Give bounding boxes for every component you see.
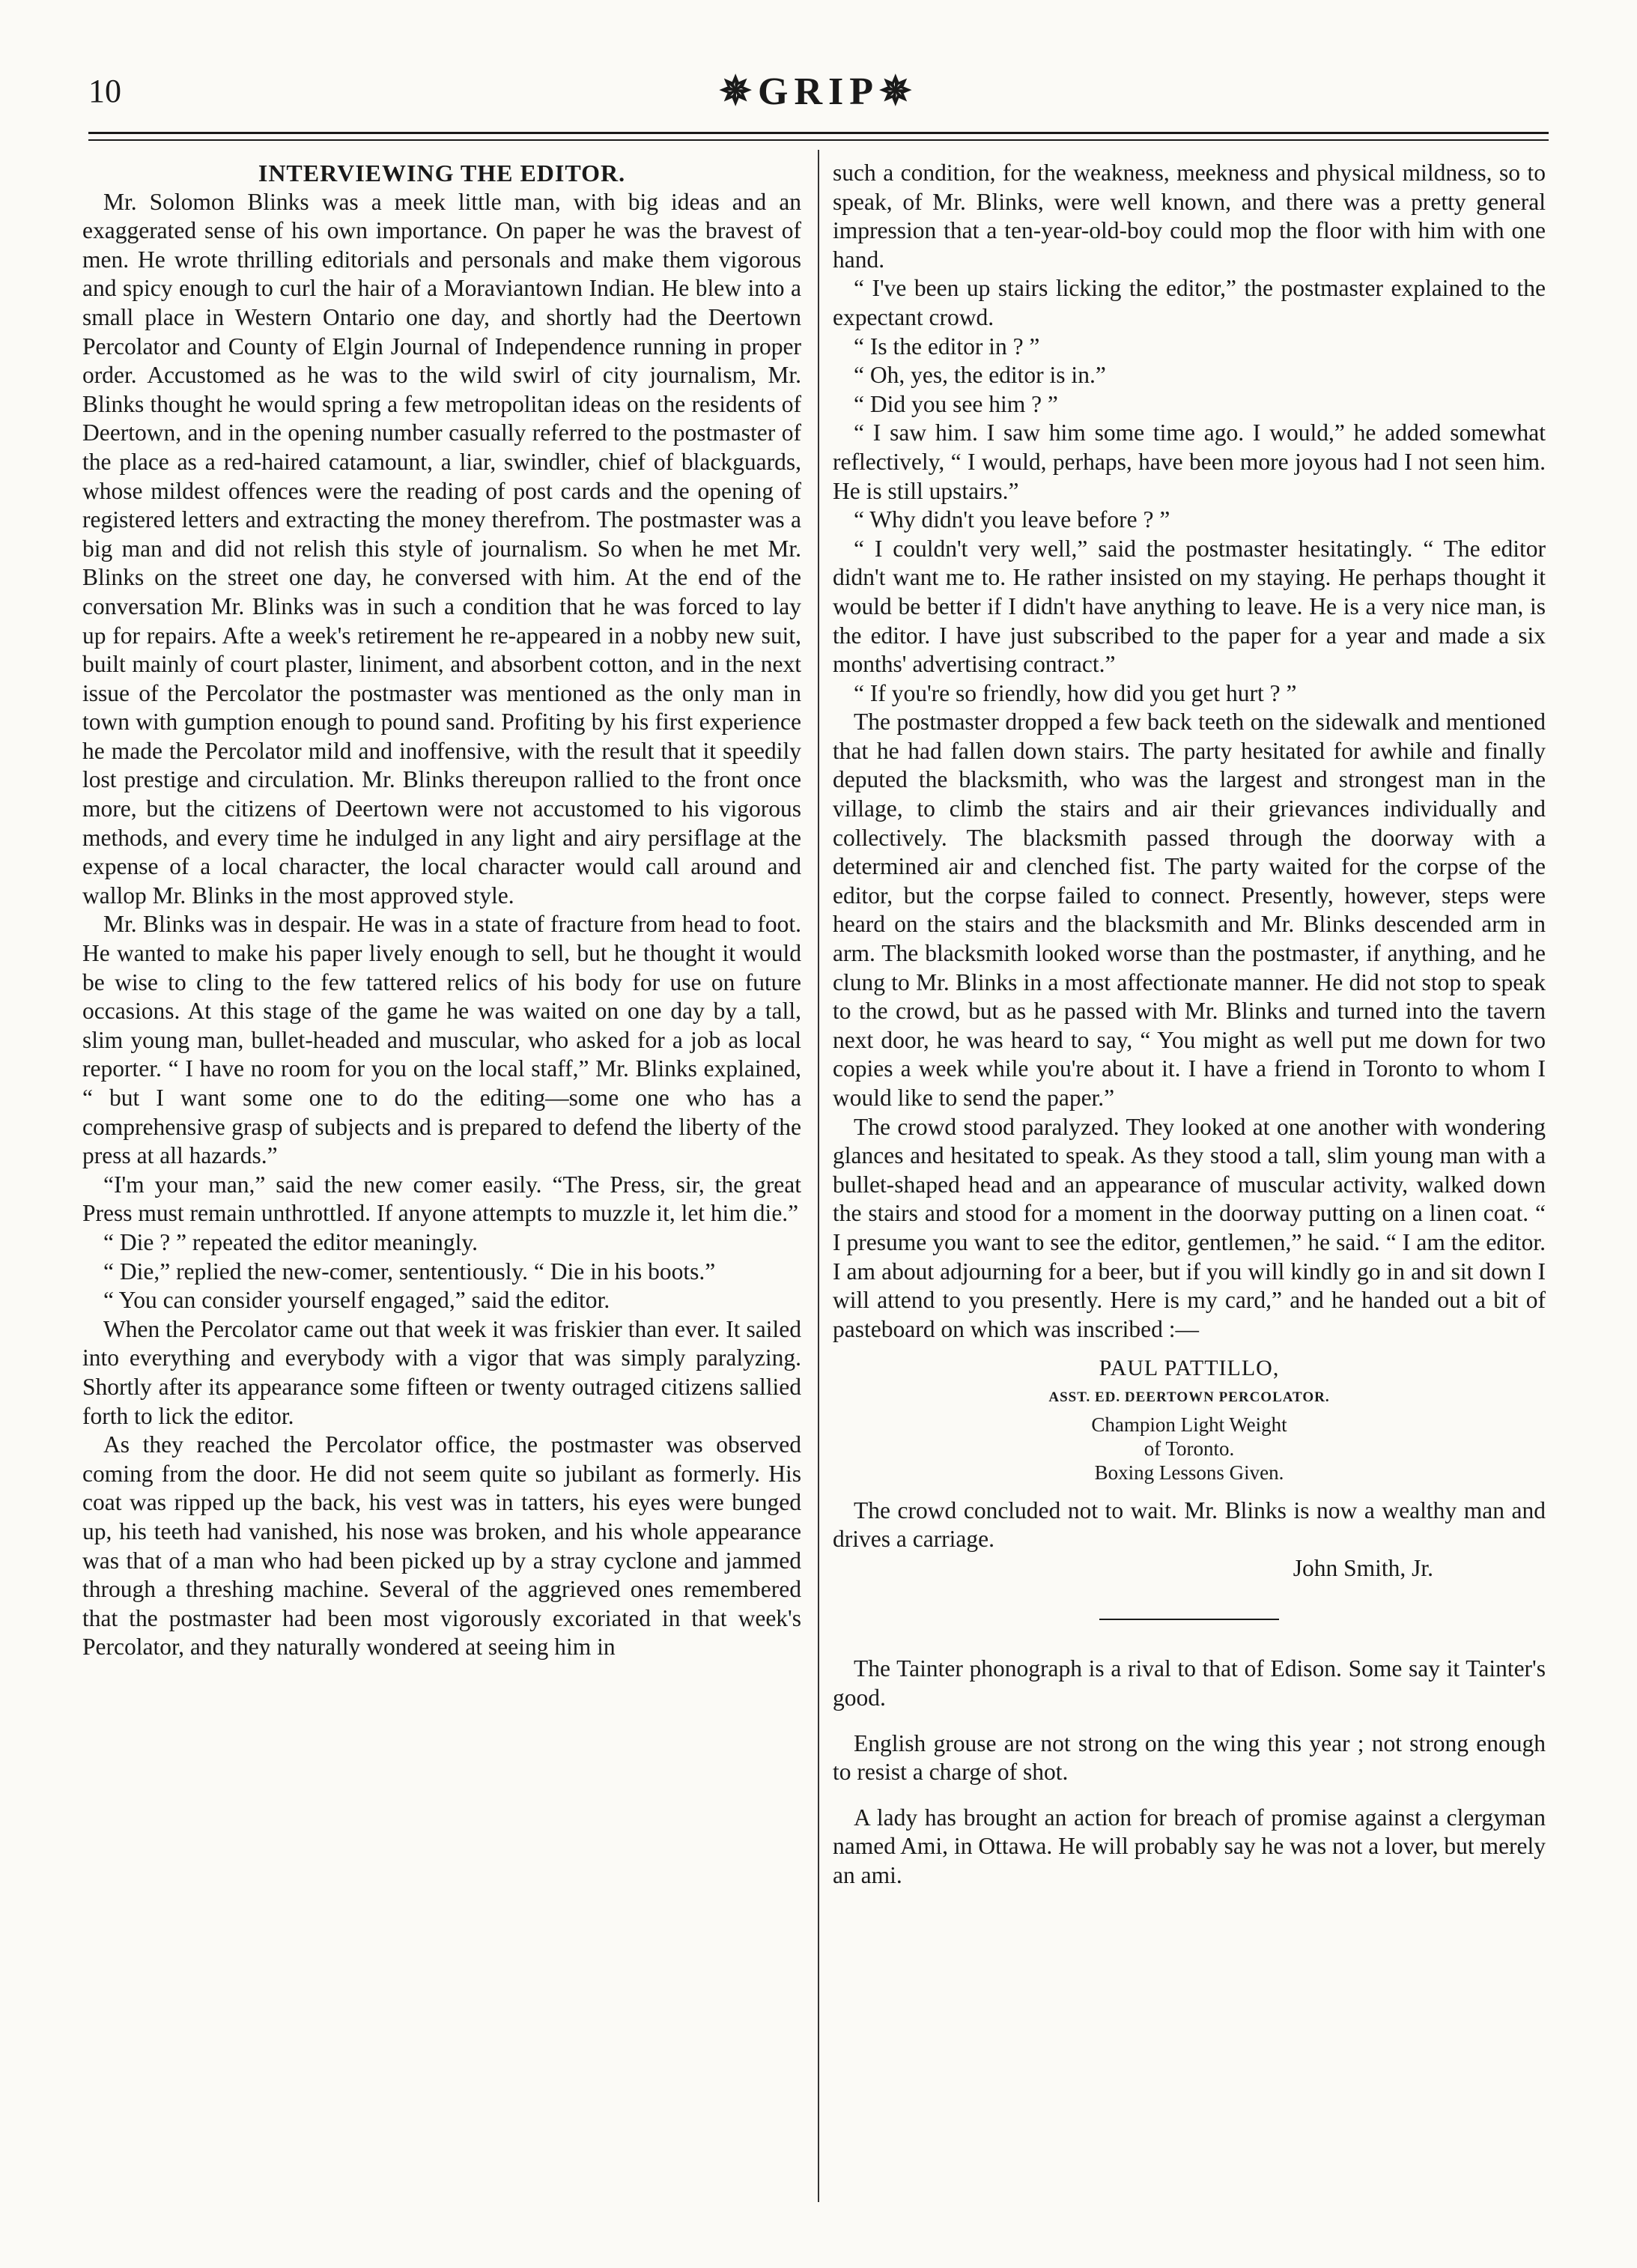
article-paragraph: As they reached the Percolator office, the postmaster was observed coming from the door. He did not seem quite so jubilant as formerly. His coat was ripped up the back, his vest was in tatters, his eyes were bunged up, his teeth had vanished, his nose was broken, and his whole appearance was that of a man who had been picked up by a stray cyclone and jammed through a threshing machine. Several of the aggrieved ones remembered that the postmaster had been most vigorously excoriated in that week's Percolator, and they naturally wondered at seeing him in [82, 1431, 801, 1661]
page-number: 10 [88, 73, 121, 109]
article-paragraph: “I'm your man,” said the new comer easily. “The Press, sir, the great Press must remain unthrottled. If anyone attempts to muzzle it, let him die.” [82, 1171, 801, 1227]
column-divider [818, 150, 819, 2202]
brief-item: The Tainter phonograph is a rival to that of Edison. Some say it Tainter's good. [833, 1655, 1546, 1711]
article-signature: John Smith, Jr. [1293, 1554, 1433, 1581]
card-title: ASST. ED. DEERTOWN PERCOLATOR. [1048, 1389, 1330, 1405]
column-right [833, 159, 1546, 1890]
article-closing: The crowd concluded not to wait. Mr. Blinks is now a wealthy man and drives a carriage. [833, 1497, 1546, 1553]
header-rule-thin [88, 139, 1549, 141]
article-paragraph: The crowd stood paralyzed. They looked at one another with wondering glances and hesitated to speak. As they stood a tall, slim young man with a bullet-shaped head and an appearance of muscular activity, walked down the stairs and stood for a moment in the doorway putting on a linen coat. “ I presume you want to see the editor, gentlemen,” he said. “ I am the editor. I am about adjourning for a beer, but if you will kindly go in and sit down I will attend to you presently. Here is my card,” and he handed out a bit of pasteboard on which was inscribed :— [833, 1113, 1546, 1342]
article-paragraph: “ I saw him. I saw him some time ago. I would,” he added somewhat reflectively, “ I would, perhaps, have been more joyous had I not seen him. He is still upstairs.” [833, 419, 1546, 504]
article-paragraph: “ Is the editor in ? ” [854, 333, 1040, 360]
card-line: of Toronto. [1144, 1437, 1235, 1460]
business-card [833, 1354, 1546, 1484]
masthead-title: ✵GRIP✵ [719, 70, 918, 113]
article-paragraph: “ Oh, yes, the editor is in.” [854, 362, 1106, 389]
article-paragraph: “ I've been up stairs licking the editor,” the postmaster explained to the expectant crowd. [833, 275, 1546, 330]
article-paragraph: “ I couldn't very well,” said the postmaster hesitatingly. “ The editor didn't want me to. He rather insisted on my staying. He perhaps thought it would be better if I didn't have anything to leave. He is a very nice man, is the editor. I have just subscribed to the paper for a year and made a six months' advertising contract.” [833, 535, 1546, 678]
article-paragraph: When the Percolator came out that week it was friskier than ever. It sailed into everything and everybody with a vigor that was simply paralyzing. Shortly after its appearance some fifteen or twenty outraged citizens sallied forth to lick the editor. [82, 1315, 801, 1429]
card-name: PAUL PATTILLO, [1099, 1356, 1280, 1381]
brief-item: English grouse are not strong on the wing this year ; not strong enough to resist a charge of shot. [833, 1729, 1546, 1786]
header-rule [88, 132, 1549, 134]
article-paragraph: “ If you're so friendly, how did you get hurt ? ” [854, 679, 1297, 706]
card-line: Champion Light Weight [1091, 1413, 1287, 1436]
article-paragraph: “ Did you see him ? ” [854, 390, 1058, 417]
article-paragraph: “ Die ? ” repeated the editor meaningly. [103, 1228, 478, 1255]
article-paragraph: “ Why didn't you leave before ? ” [854, 506, 1170, 533]
article-paragraph: such a condition, for the weakness, meekness and physical mildness, so to speak, of Mr. Blinks, were well known, and there was a pretty general impression that a ten-year-old-boy could mop the floor with him with one hand. [833, 160, 1546, 273]
article-paragraph: “ Die,” replied the new-comer, sententiously. “ Die in his boots.” [103, 1258, 716, 1285]
article-paragraph: The postmaster dropped a few back teeth on the sidewalk and mentioned that he had fallen down stairs. The party hesitated for awhile and finally deputed the blacksmith, who was the largest and strongest man in the village, to climb the stairs and air their grievances individually and collectively. The blacksmith passed through the doorway with a determined air and clenched fist. The party waited for the corpse of the editor, but the corpse failed to connect. Presently, however, steps were heard on the stairs and the blacksmith and Mr. Blinks descended arm in arm. The blacksmith looked worse than the postmaster, if anything, and he clung to Mr. Blinks in a most affectionate manner. He did not stop to speak to the crowd, but as he passed with Mr. Blinks and turned into the tavern next door, he was heard to say, “ You might as well put me down for two copies a week while you're about it. I have a friend in Toronto to whom I would like to send the paper.” [833, 709, 1546, 1111]
section-rule [1099, 1619, 1279, 1620]
column-left [82, 159, 801, 1662]
article-paragraph: Mr. Solomon Blinks was a meek little man, with big ideas and an exaggerated sense of his own importance. On paper he was the bravest of men. He wrote thrilling editorials and personals and make them vigorous and spicy enough to curl the hair of a Moraviantown Indian. He blew into a small place in Western Ontario one day, and shortly had the Deertown Percolator and County of Elgin Journal of Independence running in proper order. Accustomed as he was to the wild swirl of city journalism, Mr. Blinks thought he would spring a few metropolitan ideas on the residents of Deertown, and in the opening number casually referred to the postmaster of the place as a red-haired catamount, a liar, swindler, chief of blackguards, whose mildest offences were the reading of post cards and the opening of registered letters and extracting the money therefrom. The postmaster was a big man and did not relish this style of journalism. So when he met Mr. Blinks on the street one day, he conversed with him. At the end of the conversation Mr. Blinks was in such a condition that he was forced to lay up for repairs. Afte a week's retirement he re-appeared in a nobby new suit, built mainly of court plaster, liniment, and absorbent cotton, and in the next issue of the Percolator the postmaster was mentioned as the only man in town with gumption enough to pound sand. Profiting by his first experience he made the Percolator mild and inoffensive, with the result that it speedily lost prestige and circulation. Mr. Blinks thereupon rallied to the front once more, but the citizens of Deertown were not accustomed to his vigorous methods, and every time he indulged in any light and airy persiflage at the expense of a local character, the local character would call around and wallop Mr. Blinks in the most approved style. [82, 188, 801, 909]
article-paragraph: “ You can consider yourself engaged,” said the editor. [103, 1287, 610, 1314]
card-line: Boxing Lessons Given. [1094, 1461, 1284, 1484]
article-paragraph: Mr. Blinks was in despair. He was in a state of fracture from head to foot. He wanted to make his paper lively enough to sell, but he thought it would be wise to cling to the few tattered relics of his body for use on future occasions. At this stage of the game he was waited on one day by a tall, slim young man, bullet-headed and muscular, who asked for a job as local reporter. “ I have no room for you on the local staff,” Mr. Blinks explained, “ but I want some one to do the editing—some one who has a comprehensive grasp of subjects and is prepared to defend the liberty of the press at all hazards.” [82, 911, 801, 1169]
brief-item: A lady has brought an action for breach of promise against a clergyman named Ami, in Ottawa. He will probably say he was not a lover, but merely an ami. [833, 1804, 1546, 1888]
article-headline: INTERVIEWING THE EDITOR. [258, 160, 626, 187]
